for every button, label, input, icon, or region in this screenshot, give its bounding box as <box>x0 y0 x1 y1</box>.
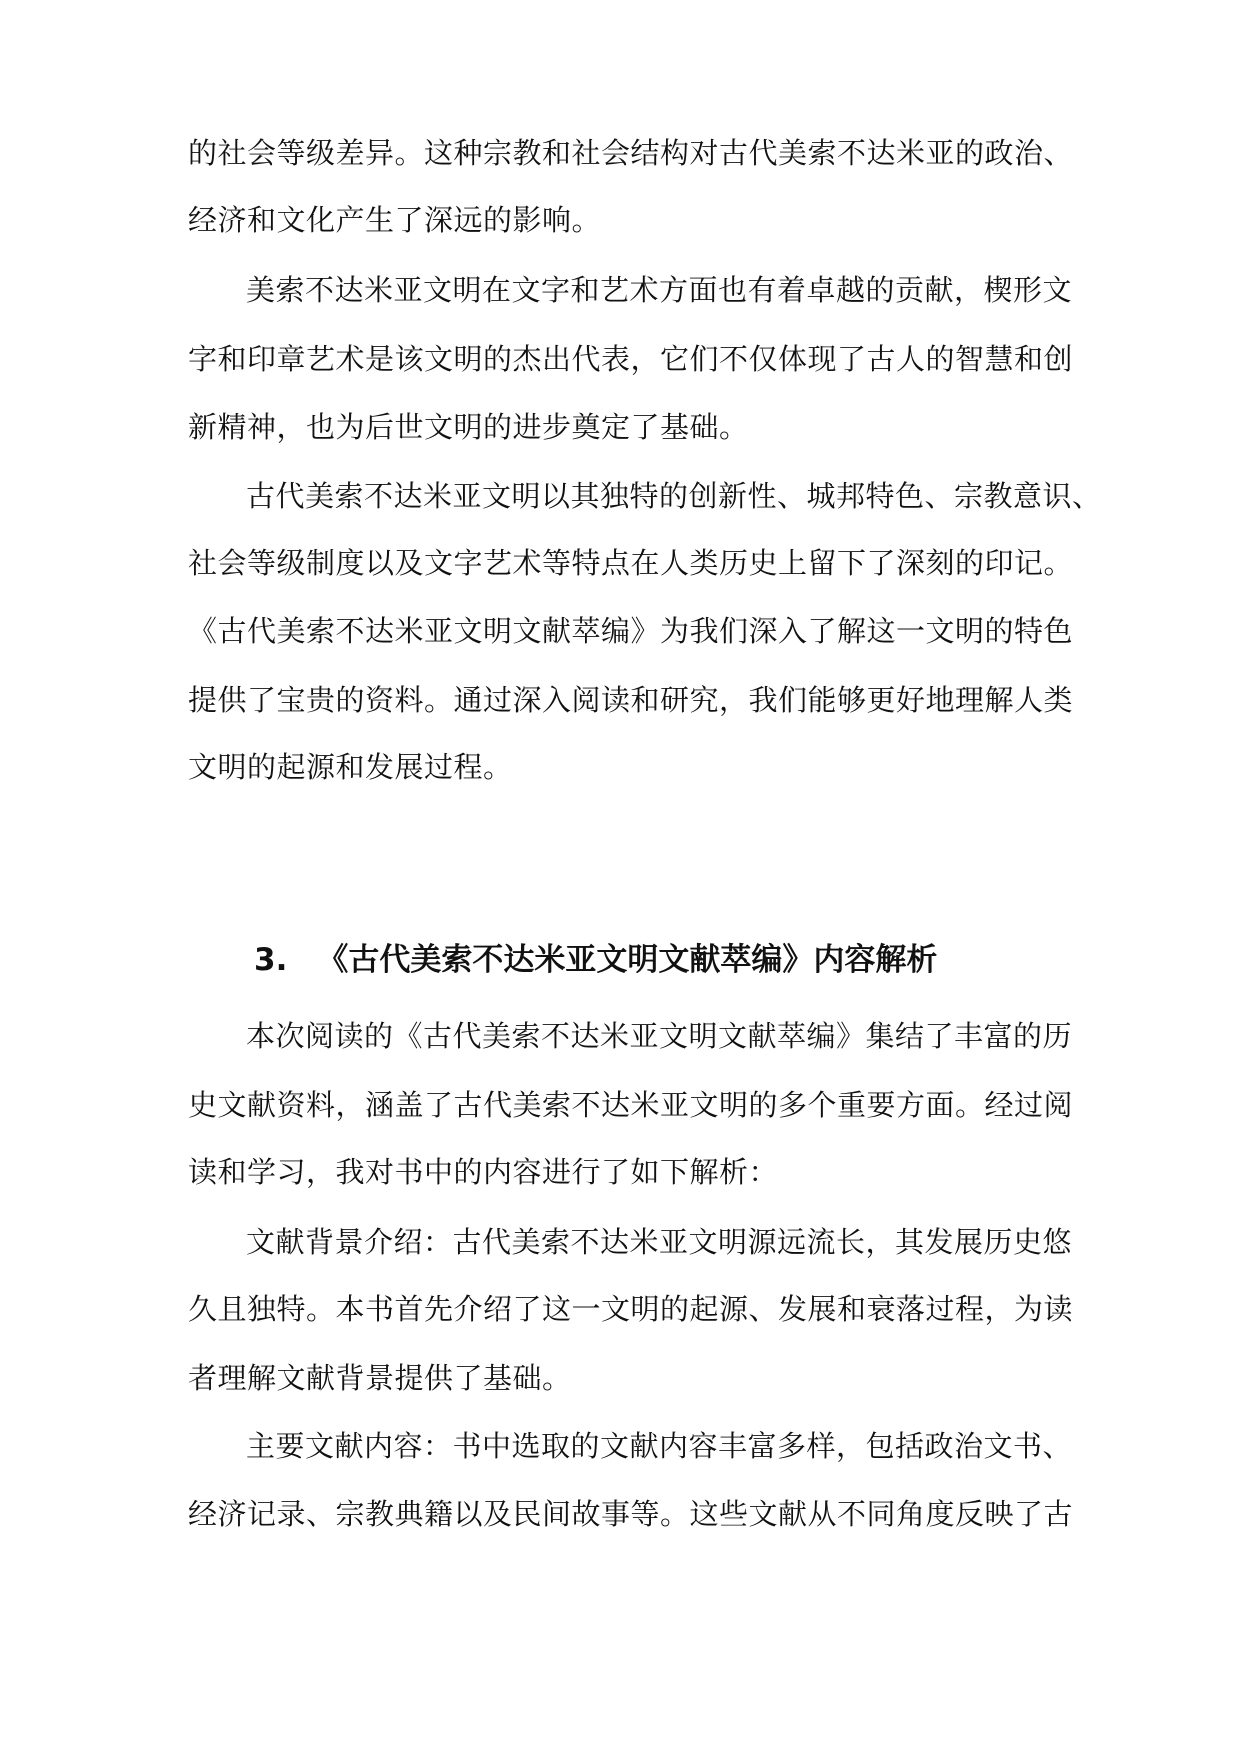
paragraph-4-line-1: 本次阅读的《古代美索不达米亚文明文献萃编》集结了丰富的历 <box>246 1019 1073 1053</box>
paragraph-3-line-2: 社会等级制度以及文字艺术等特点在人类历史上留下了深刻的印记。 <box>188 546 1074 580</box>
paragraph-4-line-2: 史文献资料，涵盖了古代美索不达米亚文明的多个重要方面。经过阅 <box>188 1088 1074 1122</box>
section-title: 《古代美索不达米亚文明文献萃编》内容解析 <box>317 942 938 978</box>
paragraph-3-line-4: 提供了宝贵的资料。通过深入阅读和研究，我们能够更好地理解人类 <box>188 683 1074 717</box>
paragraph-2-line-2: 字和印章艺术是该文明的杰出代表，它们不仅体现了古人的智慧和创 <box>188 342 1074 376</box>
paragraph-5-line-1: 文献背景介绍：古代美索不达米亚文明源远流长，其发展历史悠 <box>246 1225 1073 1259</box>
paragraph-6-line-1: 主要文献内容：书中选取的文献内容丰富多样，包括政治文书、 <box>246 1429 1073 1463</box>
section-heading <box>254 940 937 980</box>
paragraph-1-line-2: 经济和文化产生了深远的影响。 <box>188 203 602 237</box>
paragraph-1-line-1: 的社会等级差异。这种宗教和社会结构对古代美索不达米亚的政治、 <box>188 136 1074 170</box>
paragraph-5-line-2: 久且独特。本书首先介绍了这一文明的起源、发展和衰落过程，为读 <box>188 1292 1074 1326</box>
paragraph-3-line-5: 文明的起源和发展过程。 <box>188 750 513 784</box>
paragraph-3-line-3: 《古代美索不达米亚文明文献萃编》为我们深入了解这一文明的特色 <box>188 614 1074 648</box>
paragraph-2-line-1: 美索不达米亚文明在文字和艺术方面也有着卓越的贡献，楔形文 <box>246 273 1073 307</box>
paragraph-2-line-3: 新精神，也为后世文明的进步奠定了基础。 <box>188 410 749 444</box>
paragraph-4-line-3: 读和学习，我对书中的内容进行了如下解析： <box>188 1155 779 1189</box>
paragraph-6-line-2: 经济记录、宗教典籍以及民间故事等。这些文献从不同角度反映了古 <box>188 1497 1074 1531</box>
paragraph-3-line-1: 古代美索不达米亚文明以其独特的创新性、城邦特色、宗教意识、 <box>246 479 1102 513</box>
paragraph-5-line-3: 者理解文献背景提供了基础。 <box>188 1361 572 1395</box>
section-number: 3. <box>254 942 288 978</box>
